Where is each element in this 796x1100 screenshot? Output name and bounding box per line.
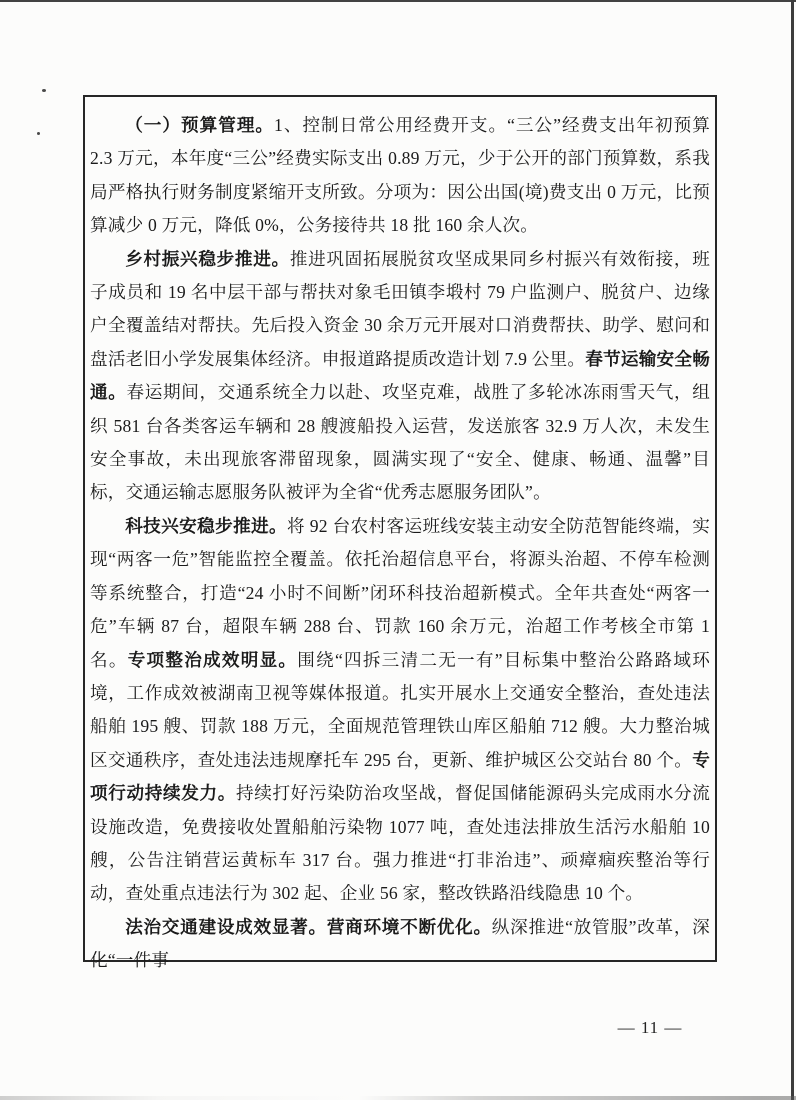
text-run: 纵深推进“放管服”改革，深化“一件事: [90, 916, 710, 971]
text-run: 持续打好污染防治攻坚战，督促国储能源码头完成雨水分流设施改造，免费接收处置船舶污染物 1077 吨，查处违法排放生活污水船舶 10 艘，公告注销营运黄标车 317 台。强力推进“打非治违”、顽瘴痼疾整治等行动，查处重点违法行为 302 起、企业 56 家，整改铁路沿线隐患 10 个。: [90, 783, 711, 904]
paragraph: [90, 109, 710, 243]
bold-heading-run: （一）预算管理。: [125, 115, 275, 135]
paragraph: [90, 911, 710, 978]
document-text-box: [83, 95, 717, 971]
bold-heading-run: 科技兴安稳步推进。: [125, 515, 288, 536]
scan-edge-bottom: [0, 1096, 796, 1100]
text-run: 春运期间，交通系统全力以赴、攻坚克难，战胜了多轮冰冻雨雪天气，组织 581 台各类客运车辆和 28 艘渡船投入运营，发送旅客 32.9 万人次，未发生安全事故，未出现旅客滞留现象，圆满实现了“安全、健康、畅通、温馨”目标，交通运输志愿服务队被评为全省“优秀志愿服务团队”。: [90, 382, 710, 503]
bold-heading-run: 春节运输安全畅通。: [90, 348, 710, 403]
bold-heading-run: 乡村振兴稳步推进。: [125, 248, 290, 269]
scan-speck: [42, 89, 46, 92]
scan-speck: [37, 132, 40, 135]
scan-edge-right: [791, 0, 794, 1100]
text-run: 围绕“四拆三清二无一有”目标集中整治公路路域环境，工作成效被湖南卫视等媒体报道。扎实开展水上交通安全整治，查处违法船舶 195 艘、罚款 188 万元，全面规范管理铁山库区船舶 712 艘。大力整治城区交通秩序，查处违法违规摩托车 295 台，更新、维护城区公交站台 80 个。: [90, 649, 710, 770]
bold-heading-run: 法治交通建设成效显著。营商环境不断优化。: [125, 916, 492, 937]
text-run: 推进巩固拓展脱贫攻坚成果同乡村振兴有效衔接，班子成员和 19 名中层干部与帮扶对象毛田镇李塅村 79 户监测户、脱贫户、边缘户全覆盖结对帮扶。先后投入资金 30 余万元开展对口消费帮扶、助学、慰问和盘活老旧小学发展集体经济。申报道路提质改造计划 7.9 公里。: [90, 248, 710, 369]
paragraph: [90, 243, 710, 510]
bold-heading-run: 专项整治成效明显。: [127, 649, 298, 670]
scan-edge-top: [0, 0, 796, 2]
bold-heading-run: 专项行动持续发力。: [90, 749, 710, 804]
text-run: 1、控制日常公用经费开支。“三公”经费支出年初预算 2.3 万元，本年度“三公”经费实际支出 0.89 万元，少于公开的部门预算数，系我局严格执行财务制度紧缩开支所致。分项为：因公出国(境)费支出 0 万元，比预算减少 0 万元，降低 0%，公务接待共 18 批 160 余人次。: [90, 115, 710, 236]
text-run: 将 92 台农村客运班线安装主动安全防范智能终端，实现“两客一危”智能监控全覆盖。依托治超信息平台，将源头治超、不停车检测等系统整合，打造“24 小时不间断”闭环科技治超新模式。全年共查处“两客一危”车辆 87 台，超限车辆 288 台、罚款 160 余万元，治超工作考核全市第 1 名。: [90, 515, 710, 670]
paragraph: [90, 510, 710, 911]
page-number: — 11 —: [617, 1018, 683, 1037]
